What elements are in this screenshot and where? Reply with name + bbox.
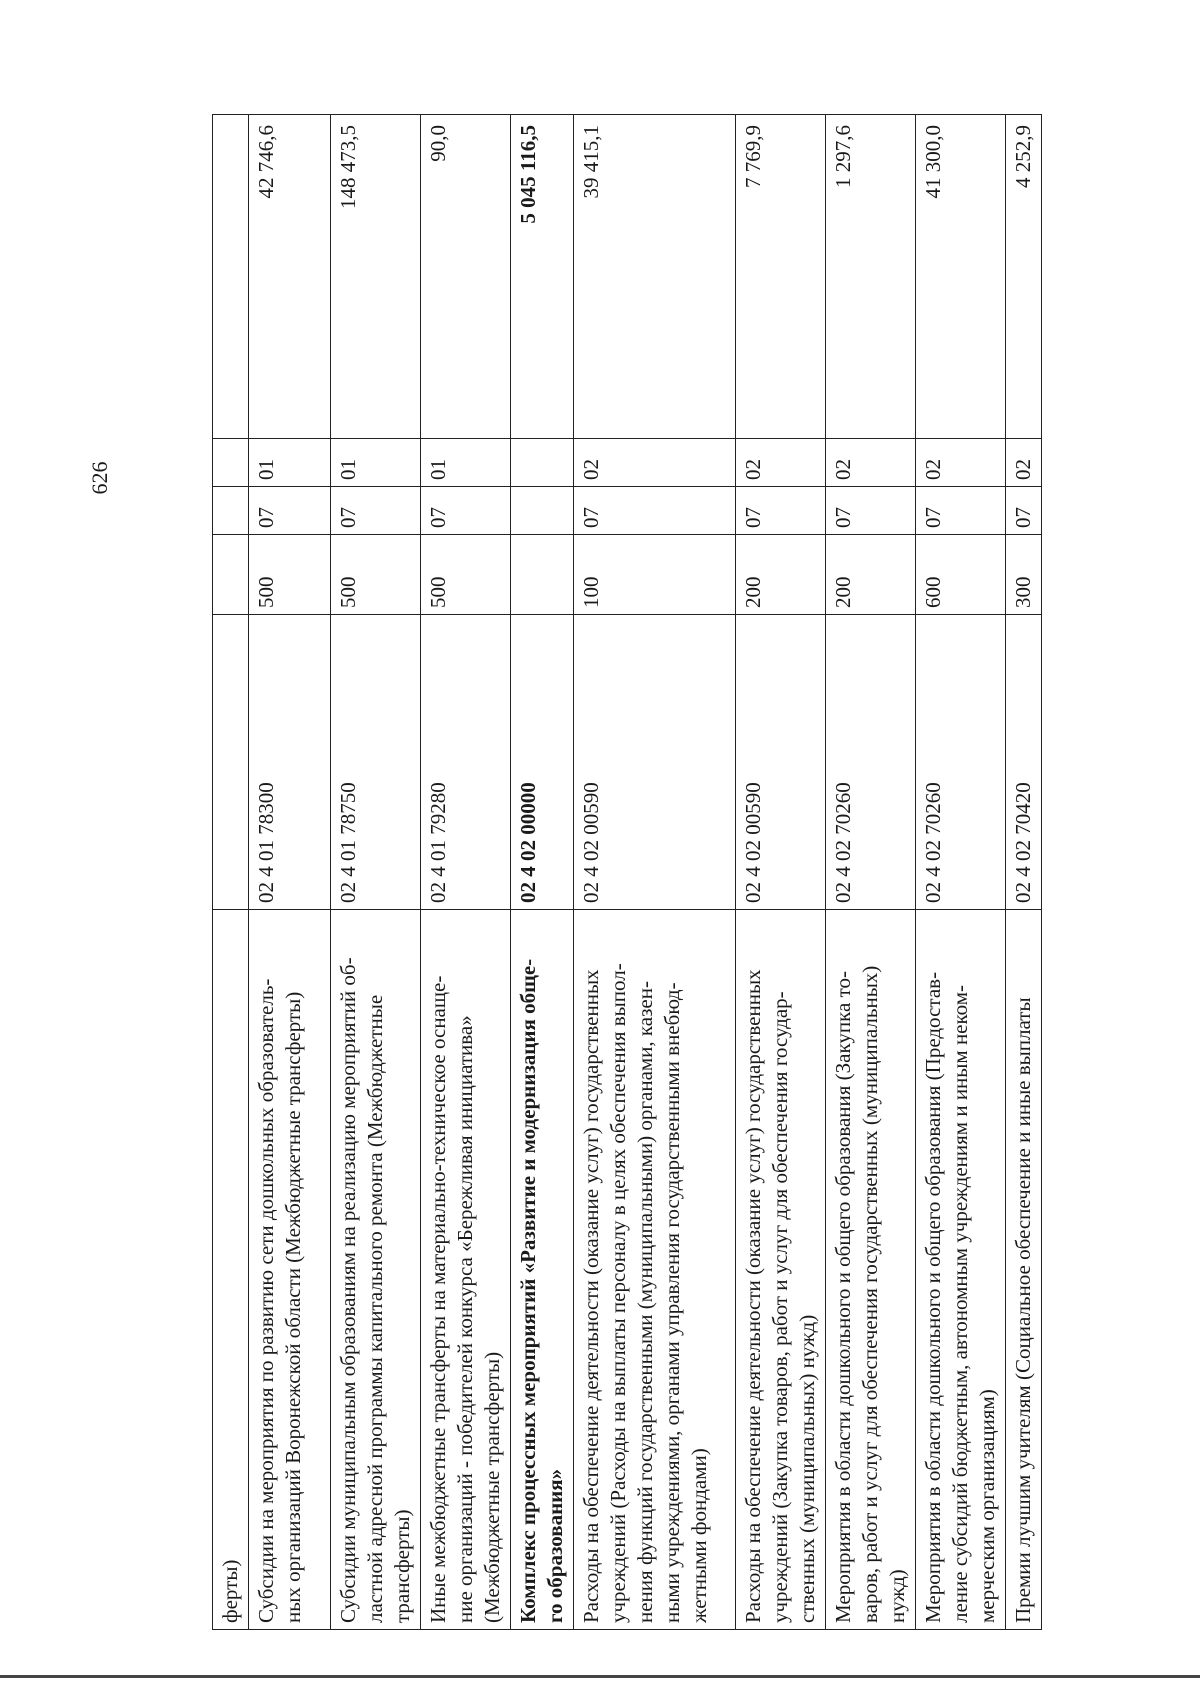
table-row bbox=[916, 115, 1006, 1630]
subsection-cell bbox=[916, 439, 1006, 487]
amount-cell bbox=[249, 115, 331, 439]
target-code-cell bbox=[249, 615, 331, 910]
name-cell bbox=[331, 910, 421, 1630]
amount-cell bbox=[574, 115, 736, 439]
section-cell bbox=[331, 487, 421, 535]
amount-cell bbox=[213, 115, 249, 439]
name-cell bbox=[421, 910, 511, 1630]
expense-type-cell bbox=[249, 535, 331, 615]
expense-type-cell bbox=[736, 535, 826, 615]
amount-cell bbox=[1006, 115, 1042, 439]
expense-type-cell bbox=[826, 535, 916, 615]
amount-cell-text: 39 415,1 bbox=[579, 125, 603, 199]
subsection-cell bbox=[421, 439, 511, 487]
table-row bbox=[574, 115, 736, 1630]
name-cell bbox=[213, 910, 249, 1630]
amount-cell-text: 4 252,9 bbox=[1011, 125, 1035, 188]
section-cell-text: 07 bbox=[741, 507, 765, 528]
target-code-cell bbox=[1006, 615, 1042, 910]
subsection-cell bbox=[736, 439, 826, 487]
amount-cell-text: 41 300,0 bbox=[921, 125, 945, 199]
target-code-cell bbox=[331, 615, 421, 910]
expense-type-cell bbox=[1006, 535, 1042, 615]
table-row bbox=[331, 115, 421, 1630]
name-cell-text: Мероприятия в области дошкольного и общего образования (Предостав- ление субсидий бюджетным, автономным учреждениям и иным неком- мерческим организациям) bbox=[921, 971, 999, 1623]
target-code-cell bbox=[826, 615, 916, 910]
amount-cell bbox=[421, 115, 511, 439]
target-code-cell bbox=[421, 615, 511, 910]
amount-cell bbox=[826, 115, 916, 439]
bottom-rule bbox=[0, 1675, 1200, 1678]
amount-cell bbox=[331, 115, 421, 439]
table-row bbox=[736, 115, 826, 1630]
section-cell-text: 07 bbox=[1011, 507, 1035, 528]
expense-type-cell-text: 100 bbox=[579, 576, 603, 608]
amount-cell bbox=[916, 115, 1006, 439]
subsection-cell bbox=[826, 439, 916, 487]
subsection-cell bbox=[574, 439, 736, 487]
expense-type-cell bbox=[331, 535, 421, 615]
section-cell bbox=[511, 487, 574, 535]
section-cell-text: 07 bbox=[831, 507, 855, 528]
name-cell-text: Субсидии на мероприятия по развитию сети дошкольных образователь- ных организаций Воронежской области (Межбюджетные трансферты) bbox=[254, 978, 305, 1623]
name-cell bbox=[511, 910, 574, 1630]
section-cell bbox=[213, 487, 249, 535]
section-cell-text: 07 bbox=[426, 507, 450, 528]
section-cell bbox=[826, 487, 916, 535]
name-cell bbox=[916, 910, 1006, 1630]
target-code-cell-text: 02 4 01 78300 bbox=[254, 782, 278, 903]
expense-type-cell bbox=[213, 535, 249, 615]
target-code-cell-text: 02 4 02 00590 bbox=[579, 782, 603, 903]
table-row bbox=[249, 115, 331, 1630]
subsection-cell-text: 01 bbox=[426, 459, 450, 480]
expense-type-cell bbox=[421, 535, 511, 615]
subsection-cell-text: 02 bbox=[1011, 459, 1035, 480]
section-cell bbox=[249, 487, 331, 535]
name-cell bbox=[249, 910, 331, 1630]
budget-table bbox=[212, 114, 1042, 1630]
expense-type-cell-text: 600 bbox=[921, 576, 945, 608]
table-row bbox=[421, 115, 511, 1630]
table-row bbox=[826, 115, 916, 1630]
name-cell-text: Премии лучшим учителям (Социальное обеспечение и иные выплаты bbox=[1011, 997, 1035, 1623]
name-cell bbox=[736, 910, 826, 1630]
budget-table-body bbox=[213, 115, 1042, 1630]
target-code-cell-text: 02 4 02 70420 bbox=[1011, 782, 1035, 903]
amount-cell bbox=[736, 115, 826, 439]
subsection-cell bbox=[331, 439, 421, 487]
target-code-cell bbox=[736, 615, 826, 910]
expense-type-cell bbox=[574, 535, 736, 615]
target-code-cell-text: 02 4 01 78750 bbox=[336, 782, 360, 903]
amount-cell-text: 42 746,6 bbox=[254, 125, 278, 199]
section-cell-text: 07 bbox=[336, 507, 360, 528]
section-cell bbox=[916, 487, 1006, 535]
amount-cell-text: 90,0 bbox=[426, 125, 450, 162]
name-cell-text: Расходы на обеспечение деятельности (оказание услуг) государственных учреждений (Расходы на выплаты персоналу в целях обеспечения выпол- нения функций государственными (муниципальными) органами, казен- ными учреждениями, органами управления государственными внебюд- жетными фондами) bbox=[579, 963, 711, 1623]
target-code-cell bbox=[511, 615, 574, 910]
target-code-cell bbox=[213, 615, 249, 910]
amount-cell bbox=[511, 115, 574, 439]
name-cell-text: Комплекс процессных мероприятий «Развитие и модернизация обще- го образования» bbox=[516, 958, 567, 1623]
expense-type-cell-text: 500 bbox=[336, 576, 360, 608]
name-cell-text: ферты) bbox=[218, 1559, 242, 1623]
section-cell bbox=[1006, 487, 1042, 535]
expense-type-cell-text: 500 bbox=[426, 576, 450, 608]
table-row bbox=[511, 115, 574, 1630]
section-cell bbox=[736, 487, 826, 535]
subsection-cell-text: 02 bbox=[921, 459, 945, 480]
page-number: 626 bbox=[87, 461, 112, 495]
amount-cell-text: 7 769,9 bbox=[741, 125, 765, 188]
target-code-cell bbox=[574, 615, 736, 910]
expense-type-cell-text: 300 bbox=[1011, 576, 1035, 608]
amount-cell-text: 148 473,5 bbox=[336, 125, 360, 209]
section-cell-text: 07 bbox=[921, 507, 945, 528]
section-cell-text: 07 bbox=[254, 507, 278, 528]
name-cell bbox=[1006, 910, 1042, 1630]
name-cell bbox=[574, 910, 736, 1630]
target-code-cell-text: 02 4 02 00000 bbox=[516, 782, 540, 903]
name-cell bbox=[826, 910, 916, 1630]
target-code-cell bbox=[916, 615, 1006, 910]
expense-type-cell-text: 200 bbox=[831, 576, 855, 608]
subsection-cell bbox=[511, 439, 574, 487]
subsection-cell-text: 02 bbox=[741, 459, 765, 480]
target-code-cell-text: 02 4 02 70260 bbox=[921, 782, 945, 903]
expense-type-cell-text: 500 bbox=[254, 576, 278, 608]
subsection-cell bbox=[249, 439, 331, 487]
subsection-cell bbox=[213, 439, 249, 487]
section-cell bbox=[574, 487, 736, 535]
name-cell-text: Мероприятия в области дошкольного и общего образования (Закупка то- варов, работ и услуг для обеспечения государственных (муниципальных) нужд) bbox=[831, 965, 909, 1623]
expense-type-cell bbox=[511, 535, 574, 615]
amount-cell-text: 1 297,6 bbox=[831, 125, 855, 188]
table-row bbox=[213, 115, 249, 1630]
target-code-cell-text: 02 4 02 70260 bbox=[831, 782, 855, 903]
subsection-cell-text: 02 bbox=[831, 459, 855, 480]
subsection-cell-text: 01 bbox=[254, 459, 278, 480]
expense-type-cell bbox=[916, 535, 1006, 615]
target-code-cell-text: 02 4 01 79280 bbox=[426, 782, 450, 903]
subsection-cell-text: 02 bbox=[579, 459, 603, 480]
section-cell-text: 07 bbox=[579, 507, 603, 528]
rotated-table-container bbox=[212, 115, 1035, 1630]
section-cell bbox=[421, 487, 511, 535]
target-code-cell-text: 02 4 02 00590 bbox=[741, 782, 765, 903]
amount-cell-text: 5 045 116,5 bbox=[516, 125, 540, 224]
table-row bbox=[1006, 115, 1042, 1630]
subsection-cell bbox=[1006, 439, 1042, 487]
subsection-cell-text: 01 bbox=[336, 459, 360, 480]
name-cell-text: Субсидии муниципальным образованиям на реализацию мероприятий об- ластной адресной программы капитального ремонта (Межбюджетные трансферты) bbox=[336, 957, 414, 1623]
name-cell-text: Иные межбюджетные трансферты на материально-техническое оснаще- ние организаций - победителей конкурса «Бережливая инициатива» (Межбюджетные трансферты) bbox=[426, 975, 504, 1623]
expense-type-cell-text: 200 bbox=[741, 576, 765, 608]
name-cell-text: Расходы на обеспечение деятельности (оказание услуг) государственных учреждений (Закупка товаров, работ и услуг для обеспечения государ- ственных (муниципальных) нужд) bbox=[741, 969, 819, 1623]
